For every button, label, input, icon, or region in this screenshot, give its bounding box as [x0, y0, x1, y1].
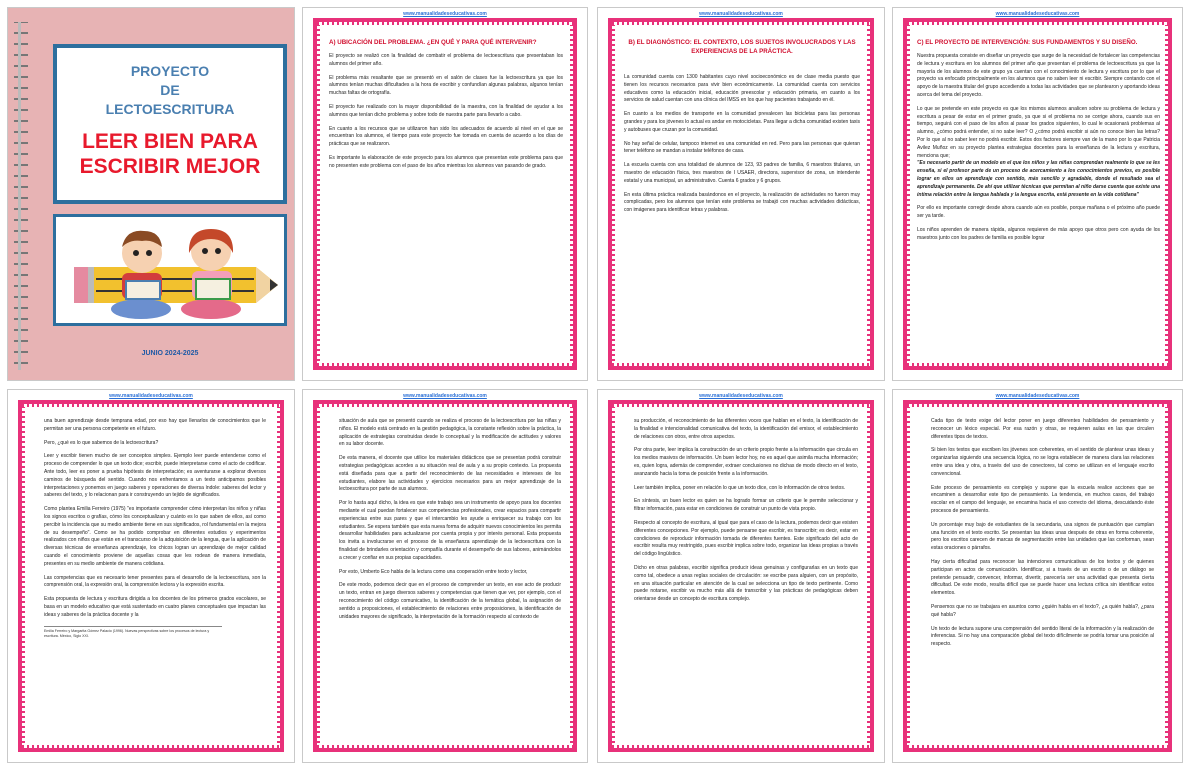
page-content — [634, 418, 858, 748]
paragraph: El proyecto se realizó con la finalidad de combatir el problema de lectoescritura que presentaban los alumnos del primer año. — [329, 53, 563, 67]
paragraph: Las competencias que es necesario tener presentes para el desarrollo de la lectoescritura, son la comprensión oral, la expresión oral, la comprensión lectora y la expresión escrita. — [44, 574, 266, 589]
page-content — [329, 38, 563, 366]
paragraph: En cuanto a los recursos que se utilizaron han sido los adecuados de acuerdo al nivel en el que se encuentran los alumnos, el tiempo para este proyecto fue tomada en cuenta de acuerdo a los días de prácticas que se realizaron. — [329, 125, 563, 148]
paragraph: Por esto, Umberto Eco habla de la lectura como una cooperación entre texto y lector, — [339, 568, 528, 575]
paragraph: Cada tipo de texto exige del lector poner en juego diferentes habilidades de pensamiento y reconocer un léxico especial. Por esa razón y otras, se requieren aulas en las que circulen diferentes tipos de textos. — [931, 418, 1154, 440]
site-url[interactable]: www.manualidadeseducativas.com — [403, 11, 487, 17]
cover-illustration — [53, 214, 287, 326]
paragraph: Un texto de lectura supone una comprensión del sentido literal de la información y la realización de inferencias. Si no hay una comparación global del texto difícilmente se podría tomar una posición al respecto. — [931, 625, 1154, 648]
paragraph: Respecto al concepto de escritura, al igual que para el caso de la lectura, podemos decir que existen diferentes concepciones. Por ejemplo, puede pensarse que escribir, es transcribir; es decir, estar en condiciones de reproducir información tomada de diferentes fuentes. Este significado del acto de escribir resulta muy restringido, pues escribir implica sobre todo, organizar las ideas propias a través del código lingüístico. — [634, 519, 858, 558]
site-url[interactable]: www.manualidadeseducativas.com — [699, 11, 783, 17]
paragraph: Nuestra propuesta consiste en diseñar un proyecto que surge de la necesidad de fortalecer las competencias de lectura y escritura en los alumnos del primer año que presentan el problema de lectoescritura ya que la mayoría de los alumnos de este grupo ya cuentan con el conocimiento de lectura y escritura por lo que el proyecto va enfocado principalmente en los alumnos que no saben leer ni escribir. Siempre contando con el apoyo de la maestra titular del grupo accediendo a todas las actividades que se plantearon y aportando ideas acerca del tema del proyecto. — [917, 53, 1160, 98]
page-3[interactable] — [598, 8, 884, 380]
paragraph: De este modo, podemos decir que en el proceso de comprender un texto, en ese acto de producir un texto, entran en juego diversos saberes y competencias que tienen que ver, por ejemplo, con el reconocimiento del código comunicativo, la identificación de la temática global, la asignación de sentido a proposiciones, el establecimiento de relaciones entre proposiciones, la identificación de unidades mayores de significado, la interpretación de la formación respecto al contexto de — [339, 582, 561, 620]
cover-title-box — [53, 44, 287, 204]
paragraph: Leer también implica, poner en relación lo que un texto dice, con lo información de otros textos. — [634, 484, 846, 491]
cover-date: JUNIO 2024-2025 — [141, 350, 199, 357]
footnote: Emilia Ferreiro y Margarita Gómez Palacio (1996). Nuevas perspectivas sobre los procesos de lectura y escritura. México, Siglo XXI. — [44, 626, 222, 639]
paragraph: su producción, el reconocimiento de las diferentes voces que hablan en el texto, la identificación de la finalidad e intencionalidad comunicativa del texto, la identificación del emisor, el establecimiento de relaciones con otros, entre otros aspectos. — [634, 418, 858, 440]
paragraph: Leer y escribir tienen mucho de ser conceptos simples. Ejemplo leer puede entenderse como el proceso de comprender lo que un texto dice; escribir, puede interpretarse como el acto de codificar. Ante todo, leer es poner a prueba hipótesis de interpretación; es aventurarse a explorar diversos caminos de búsqueda del sentido. Cuando nos enfrentamos a un texto anticipamos posibles interpretaciones y ponemos en juego saberes y operaciones de diversa índole: saberes del lector y saberes del texto, y lo relacionan para ir construyendo un tejido de significados. — [44, 453, 266, 499]
site-url[interactable]: www.manualidadeseducativas.com — [403, 393, 487, 399]
cover-title: LEER BIEN PARA ESCRIBIR MEJOR — [79, 130, 261, 178]
paragraph: El proyecto fue realizado con la mayor disponibilidad de la maestra, con la finalidad de ayudar a los alumnos que tenían dicho problema y sobre todo de nuestra parte para llevarlo a cabo. — [329, 103, 563, 118]
paragraph: No hay señal de celular, tampoco internet es una comunidad en red. Pero para las personas que quieran tener teléfono se mandan a instalar teléfonos de casa. — [624, 140, 860, 155]
cover-subtitle: PROYECTO DE LECTOESCRITURA — [105, 63, 235, 117]
section-heading: B) EL DIAGNÓSTICO: EL CONTEXTO, LOS SUJETOS INVOLUCRADOS Y LAS EXPERIENCIAS DE LA PRÁCTICA. — [628, 39, 856, 55]
paragraph: De esta manera, el docente que utilice los materiales didácticos que se presentan podrá construir estrategias pedagógicas acordes a su situación real de aula y a su propio contexto. La propuesta está diseñada para que a partir del reconocimiento de las necesidades e intereses de los estudiantes, elabore las actividades y ejercicios necesarios para un mejor aprendizaje de la lectoescritura por parte de sus alumnos. — [339, 455, 561, 493]
paragraph: Lo que se pretende en este proyecto es que los mismos alumnos analicen sobre su problema de lectura y escritura a pesar de estar en el primer grado, ya que si el problema no se corrige ahora, cuando sus en tiempo, seguirá con el paso de los años al pasar los grados siguientes, lo cual le ocasionará problemas al alumno, ¿cómo podrá entender, si no sabe leer? O ¿cómo podrá escribir si aún no conoce bien las letras? Por lo que al no saber leer no podrá escribir. Estos dos factores siempre van de la mano por lo que Patricia Avilez Muñoz en su proyecto plantea estrategias docentes para la enseñanza de la lectura y escritura, menciona que; — [917, 105, 1160, 159]
site-url[interactable]: www.manualidadeseducativas.com — [995, 11, 1080, 17]
page-content — [44, 418, 266, 748]
paragraph: En síntesis, un buen lector es quien se ha logrado formar un criterio que le permite seleccionar y filtrar información, para estar en condiciones de construir un punto de vista propio. — [634, 498, 858, 513]
paragraph: Este proceso de pensamiento es complejo y supone que la escuela realice acciones que se encaminen a desarrollar este tipo de pensamiento. La tendencia, en muchos casos, del trabajo escolar en el campo del lenguaje, se encamina hacia el uso correcto del idioma, descuidando éste procesos de pensamiento. — [931, 484, 1154, 514]
paragraph: Por lo hasta aquí dicho, la idea es que este trabajo sea un instrumento de apoyo para los docentes mediante el cual puedan fortalecer sus competencias profesionales, crear espacios para compartir experiencias entre sus pares y que el intercambio les ayude a enriquecer su trabajo con los estudiantes. Se espera también que esta nueva forma de adquirir nuevos conocimientos les permita desarrollar habilidades para actualizarse por cuenta propia y por interés personal. Esta propuesta los invita a involucrarse en el proceso de la enseñanza aprendizaje de la lectoescritura con la finalidad de brindarles orientación y compañía durante el desempeño de sus labores, animándolos a crecer y confiar en sus propias capacidades. — [339, 500, 561, 561]
paragraph: Un porcentaje muy bajo de estudiantes de la secundaria, usa signos de puntuación que cumplan una función en el texto escrito. Se presentan las ideas unas después de otras en forma coherente, pero los escritos carecen de marcas de segmentación entre las unidades que las conforman, sean estas oraciones o párrafos. — [931, 521, 1154, 552]
page-content — [339, 418, 561, 748]
page-content — [917, 38, 1160, 366]
site-url[interactable]: www.manualidadeseducativas.com — [995, 393, 1080, 399]
paragraph: Pero, ¿qué es lo que sabemos de la lectoescritura? — [44, 439, 159, 446]
page-8[interactable] — [893, 390, 1182, 762]
page-5[interactable] — [8, 390, 294, 762]
paragraph: Dicho en otras palabras, escribir significa producir ideas genuinas y configurarlas en un texto que como tal, obedece a unas reglas sociales de circulación: se escribe para alguien, con un propósito, en una situación particular en atención de la cual se selecciona un tipo de texto pertinente. Como puede notarse, escribir va mucho más allá de transcribir y las prácticas de pedagógicas deben orientarse desde un concepto de escritura complejo. — [634, 564, 858, 603]
page-7[interactable] — [598, 390, 884, 762]
page-content — [931, 418, 1154, 748]
paragraph: La comunidad cuenta con 1300 habitantes cuyo nivel socioeconómico es de clase media puesto que tienen los recursos necesarios para vivir bien económicamente. La comunidad cuenta con servicios educativos como la educación inicial, educación preescolar y educación primaria, en cuanto a los servicios de salud cuentan con una clínica del IMSS en los que hay pacientes trabajando en él. — [624, 74, 860, 104]
paragraph: El problema más resaltante que se presentó en el salón de clases fue la lectoescritura ya que los alumnos tenían muchas dificultades a la hora de escribir y confundían algunas palabras, algunos tenían muchas faltas de ortografía. — [329, 74, 563, 97]
paragraph: Por otra parte, leer implica la construcción de un criterio propio frente a la información que circula en los medios masivos de información. Un buen lector hoy, no es aquel que asimila mucha información; es, quien logra, además de comprender, extraer conclusiones no dichas de modo directo en el texto, avanzando hacia la toma de posición frente a la información. — [634, 447, 858, 477]
page-4[interactable] — [893, 8, 1182, 380]
cover-page[interactable] — [8, 8, 294, 380]
paragraph: Por ello es importante corregir desde ahora cuando aún es posible, porque mañana o el próximo año puede ser ya tarde. — [917, 205, 1160, 220]
paragraph: Como plantea Emilia Ferreiro (1975) "es importante comprender cómo interpretan los niños y niñas los signos escritos o grafías, cómo los conceptualizan y cuánto es lo que saben de ellos, así como percibir la incidencia que su medio ambiente tiene en sus significados, rol fundamental en la mejora de su desempeño". Como se ha podido comprobar en diferentes estudios y experimentos realizados con niños que están en el transcurso de la adquisición de la lengua, que la aplicación de diversas técnicas de enseñanza aprendizaje, los chicos logran un aprendizaje de mejor calidad cuando el conocimiento proviene de aquellas cosas que les rodean de manera inmediata, presentes en su medio ambiente de manera cotidiana. — [44, 506, 266, 567]
paragraph: Es importante la elaboración de este proyecto para los alumnos que presentan este problema para que no presenten este problema con el paso de los años mientras los alumnos van pasando de grado. — [329, 154, 563, 169]
paragraph: En esta última práctica realizada basándonos en el proyecto, la realización de actividades no fueron muy complicadas, pero los alumnos que tenían este problema se trabajó con muchas actividades didácticas, con imágenes para identificar letras y palabras. — [624, 191, 860, 214]
paragraph: La escuela cuenta con una totalidad de alumnos de 123, 93 padres de familia, 6 maestros titulares, un maestro de educación física, tres maestros de I USAER, directora, supervisor de zona, un intendente estatal y una municipal, un administrativo. Cuenta 6 grados y 6 grupos. — [624, 162, 860, 184]
paragraph: una buen aprendizaje desde temprana edad, por eso hay que llenarlos de conocimientos que le permitan ser una persona competente en el futuro. — [44, 418, 266, 432]
page-content — [624, 38, 860, 366]
quote-paragraph: "Es necesario partir de un modelo en el que los niños y las niñas comprendan realmente lo que se les enseña, si el profesor parte de un proceso de acercamiento a los conocimientos previos, es posible lograr en ellos un aprendizaje con sentido, más sencillo y agradable, donde el resultado sea el aprendizaje permanente. De ahí que utilizar técnicas que permitan al niño darse cuenta que existe una íntima relación entre la lengua hablada y la lengua escrita, está presente en la vida cotidiana" — [917, 160, 1160, 198]
spiral-binding — [14, 22, 28, 370]
section-heading: A) UBICACIÓN DEL PROBLEMA. ¿EN QUÉ Y PARA QUÉ INTERVENIR? — [329, 39, 537, 46]
paragraph: situación de aula que se presentó cuando se realiza el proceso de la lectoescritura por las niñas y niños. El modelo está centrado en la gestión pedagógica, la constante reflexión sobre la práctica, la aplicación de estrategias construidas desde lo conceptual y la modificación de actitudes y valores en su labor docente. — [339, 418, 561, 448]
site-url[interactable]: www.manualidadeseducativas.com — [699, 393, 783, 399]
paragraph: Los niños aprenden de manera rápida, algunos requieren de más apoyo que otros pero con ayuda de los maestros junto con los padres de familia es posible lograr — [917, 226, 1160, 241]
page-2[interactable] — [303, 8, 587, 380]
paragraph: Hay cierta dificultad para reconocer las intenciones comunicativas de los textos y de quienes participan en actos de comunicación. Identificar, si a través de un escrito o de un diálogo se pretende persuadir, convencer, informar, divertir, parecería ser una actividad que presenta cierta dificultad. De este modo, resulta difícil que se puede hacer una lectura crítica sin identificar estos elementos. — [931, 558, 1154, 597]
paragraph: En cuanto a los medios de transporte en la comunidad prevalecen las bicicletas para las personas grandes y para los jóvenes lo actual es andar en motocicletas. Para llegar a dicha comunidad existen taxis y autobuses que cruzan por la comunidad. — [624, 111, 860, 133]
paragraph: Pensemos que no se trabajara en asuntos como ¿quién habla en el texto?, ¿a quién habla?, ¿para qué habla? — [931, 603, 1154, 618]
paragraph: Si bien los textos que escriben los jóvenes son coherentes, en el sentido de plantear unas ideas y organizarlas siguiendo una secuencia lógica, no se logra establecer de manera clara las relaciones entre una idea y otra, a través del uso de conectores, tal como se utilizan en el lenguaje escrito convencional. — [931, 447, 1154, 477]
section-heading: C) EL PROYECTO DE INTERVENCIÓN: SUS FUNDAMENTOS Y SU DISEÑO. — [917, 39, 1138, 46]
children-reading-illustration — [56, 217, 284, 323]
site-url[interactable]: www.manualidadeseducativas.com — [109, 393, 193, 399]
page-6[interactable] — [303, 390, 587, 762]
paragraph: Esta propuesta de lectura y escritura dirigida a los docentes de los primeros grados escolares, se basa en un modelo educativo que está sustentado en cuatro planes conceptuales que impactan las ideas y saberes de la práctica docente y la — [44, 596, 266, 618]
